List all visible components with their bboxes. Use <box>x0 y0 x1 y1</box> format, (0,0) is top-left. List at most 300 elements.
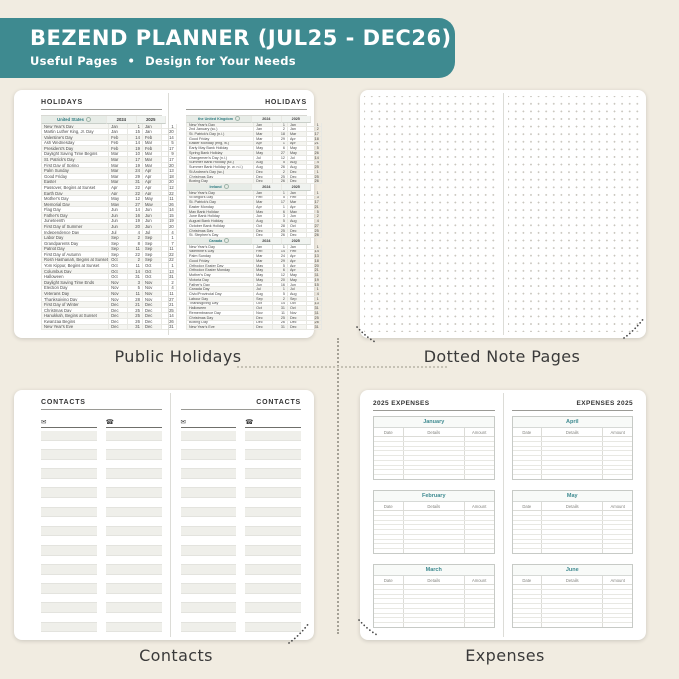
expense-column-headers <box>374 428 494 437</box>
holiday-date: 19 <box>128 219 143 225</box>
holiday-date: 27 <box>162 297 177 303</box>
expense-cell <box>374 540 404 544</box>
holiday-date: 31 <box>273 306 288 311</box>
contact-row-line <box>41 431 97 441</box>
expense-cell <box>374 530 404 534</box>
holiday-date: Nov <box>143 291 162 297</box>
holiday-date: Sep <box>143 241 162 247</box>
holiday-date: 19 <box>128 146 143 152</box>
holiday-date: Nov <box>288 311 307 316</box>
country-flag-icon <box>224 238 229 243</box>
holiday-name: Good Friday <box>186 259 254 264</box>
expense-cell <box>465 456 494 460</box>
contact-row-line <box>181 431 237 441</box>
contact-row-line <box>106 460 162 470</box>
holiday-date: Aug <box>254 161 273 166</box>
expense-cell <box>465 525 494 529</box>
holiday-date: 11 <box>273 311 288 316</box>
holiday-date: May <box>254 210 273 215</box>
holiday-date: 26 <box>162 319 177 325</box>
holiday-date: May <box>254 146 273 151</box>
holiday-name: June Bank Holiday <box>186 214 254 219</box>
holiday-date: Apr <box>254 142 273 147</box>
holiday-date: Oct <box>109 258 128 264</box>
expense-cell <box>513 470 543 474</box>
expense-column-label: Date <box>513 428 543 436</box>
holiday-date: May <box>254 264 273 269</box>
expense-table-february <box>373 490 495 554</box>
holiday-date: Dec <box>254 175 273 180</box>
contact-row-line <box>181 498 237 508</box>
contact-row-line <box>106 450 162 460</box>
holiday-date: 11 <box>307 273 322 278</box>
month-label: March <box>374 565 494 576</box>
holiday-date: 1 <box>162 124 177 130</box>
title-rule <box>512 410 634 411</box>
holiday-date: 5 <box>307 210 322 215</box>
expense-cell <box>542 530 603 534</box>
contact-row-line <box>106 584 162 594</box>
contact-row-line <box>106 469 162 479</box>
holiday-date: 12 <box>273 273 288 278</box>
holiday-date: Jun <box>143 213 162 219</box>
holiday-date: Nov <box>109 291 128 297</box>
holiday-date: 21 <box>128 302 143 308</box>
holiday-name: Summer Bank Holiday (sc.) <box>186 161 254 166</box>
contact-row-line <box>245 488 301 498</box>
holiday-date: Jun <box>143 224 162 230</box>
contact-row-line <box>41 603 97 613</box>
expense-cell <box>513 451 543 455</box>
contacts-column-phone <box>106 415 162 632</box>
holiday-date: Jul <box>109 230 128 236</box>
expense-column-label: Details <box>404 502 465 510</box>
holiday-date: 2 <box>273 297 288 302</box>
holiday-date: Jul <box>254 287 273 292</box>
holiday-name: Rosh Hashanah, Begins at Sunset <box>41 258 109 264</box>
holiday-name: Halloween <box>41 274 109 280</box>
expense-cell <box>603 521 632 525</box>
holiday-date: 1 <box>273 191 288 196</box>
holiday-date: 27 <box>128 202 143 208</box>
page-spine <box>503 93 504 335</box>
expense-cell <box>603 585 632 589</box>
contact-rows <box>41 431 97 632</box>
expense-column-label: Amount <box>610 503 625 509</box>
expense-column-headers <box>374 502 494 511</box>
expense-cell <box>603 609 632 613</box>
holiday-row <box>186 325 319 330</box>
expense-cell <box>465 599 494 603</box>
holiday-date: Oct <box>109 269 128 275</box>
contact-row-line <box>245 498 301 508</box>
holiday-date: Jun <box>109 219 128 225</box>
contact-row-line <box>106 441 162 451</box>
contact-row-line <box>245 441 301 451</box>
holiday-date: 11 <box>128 247 143 253</box>
holiday-date: 11 <box>162 291 177 297</box>
expense-column-label: Details <box>542 428 603 436</box>
expense-cell <box>465 530 494 534</box>
holiday-date: Apr <box>143 180 162 186</box>
holiday-name: Civic/Provincial Day <box>186 292 254 297</box>
contact-column-header <box>106 415 162 428</box>
holiday-date: Dec <box>143 319 162 325</box>
holiday-date: 8 <box>128 241 143 247</box>
holiday-date: Nov <box>143 280 162 286</box>
holiday-date: Apr <box>109 191 128 197</box>
expense-cell <box>513 530 543 534</box>
holiday-date: 1 <box>273 205 288 210</box>
contact-row-line <box>41 536 97 546</box>
holiday-date: 20 <box>307 264 322 269</box>
holiday-date: 31 <box>128 274 143 280</box>
holiday-date: Dec <box>288 316 307 321</box>
expense-table-april <box>512 416 634 480</box>
holiday-date: 5 <box>273 161 288 166</box>
expense-cell <box>542 595 603 599</box>
holiday-section-header <box>186 116 307 123</box>
contact-row-line <box>181 613 237 623</box>
expense-cell <box>374 470 404 474</box>
month-label: May <box>513 491 633 502</box>
holiday-date: 12 <box>162 185 177 191</box>
holiday-date: Jun <box>109 224 128 230</box>
expense-row <box>374 549 494 553</box>
holiday-name: Father's Day <box>186 283 254 288</box>
holiday-date: 13 <box>162 168 177 174</box>
holiday-date: Jan <box>288 127 307 132</box>
month-label: April <box>513 417 633 428</box>
holiday-date: Aug <box>288 165 307 170</box>
holiday-date: Dec <box>109 302 128 308</box>
contact-row-line <box>106 594 162 604</box>
holiday-date: 15 <box>162 213 177 219</box>
holiday-name: St. Patrick's Day (n.i.) <box>186 132 254 137</box>
country-flag-icon <box>224 184 229 189</box>
expense-cell <box>465 511 494 515</box>
expense-cell <box>542 437 603 441</box>
caption-dotted-note-pages: Dotted Note Pages <box>423 347 581 366</box>
expense-column-label: Date <box>374 428 404 436</box>
expense-cell <box>603 466 632 470</box>
holiday-date: Dec <box>109 313 128 319</box>
expense-cell <box>542 544 603 548</box>
expense-cell <box>603 540 632 544</box>
contact-row-line <box>41 479 97 489</box>
contact-row-line <box>245 594 301 604</box>
holiday-date: 20 <box>162 180 177 186</box>
expense-cell <box>513 544 543 548</box>
expense-cell <box>603 437 632 441</box>
holiday-date: Jan <box>109 124 128 130</box>
holiday-date: 21 <box>162 302 177 308</box>
holiday-date: Dec <box>288 233 307 238</box>
holiday-date: 4 <box>162 286 177 292</box>
holiday-date: Sep <box>109 252 128 258</box>
holiday-date: 31 <box>307 325 322 330</box>
holiday-date: 25 <box>162 308 177 314</box>
holiday-date: Mar <box>254 200 273 205</box>
holiday-date: Feb <box>254 250 273 255</box>
expense-cell <box>603 595 632 599</box>
expense-cell <box>513 595 543 599</box>
holiday-date: Sep <box>254 297 273 302</box>
holiday-date: May <box>109 196 128 202</box>
expense-cell <box>465 461 494 465</box>
holiday-name: St. Patrick's Day <box>41 157 109 163</box>
holiday-date: May <box>254 273 273 278</box>
holiday-date: Jan <box>143 124 162 130</box>
expense-cell <box>513 604 543 608</box>
expense-cell <box>465 604 494 608</box>
holiday-date: 21 <box>307 268 322 273</box>
holiday-date: 26 <box>307 321 322 326</box>
holiday-date: 26 <box>273 233 288 238</box>
contacts-column-email <box>41 415 97 632</box>
holiday-date: 5 <box>307 146 322 151</box>
year-column-label: 2024 <box>252 238 281 245</box>
holiday-date: Apr <box>288 142 307 147</box>
holiday-date: Oct <box>288 306 307 311</box>
holiday-name: New Year's Eve <box>41 325 109 331</box>
holiday-date: 22 <box>128 252 143 258</box>
expense-cell <box>404 521 465 525</box>
expense-cell <box>603 525 632 529</box>
contact-row-line <box>245 536 301 546</box>
holiday-date: 26 <box>307 233 322 238</box>
expense-cell <box>542 447 603 451</box>
expense-cell <box>404 623 465 627</box>
holiday-date: Mar <box>109 168 128 174</box>
expense-cell <box>404 590 465 594</box>
contact-row-line <box>181 488 237 498</box>
holiday-name: Veterans Day <box>41 291 109 297</box>
holiday-date: 6 <box>273 210 288 215</box>
holiday-name: Remembrance Day <box>186 311 254 316</box>
holiday-date: 18 <box>162 174 177 180</box>
contact-row-line <box>41 450 97 460</box>
holiday-date: Feb <box>109 141 128 147</box>
vertical-dotted-divider <box>337 338 339 634</box>
holiday-date: 6 <box>273 146 288 151</box>
contacts-page-right <box>171 390 315 640</box>
expense-cell <box>542 442 603 446</box>
holiday-date: Oct <box>109 263 128 269</box>
holiday-date: 31 <box>307 306 322 311</box>
bullet-separator: • <box>127 54 136 68</box>
holiday-name: Orthodox Easter Day <box>186 264 254 269</box>
holiday-date: 1 <box>307 287 322 292</box>
holiday-name: St Andrew's Day (sc.) <box>186 170 254 175</box>
holiday-date: May <box>288 278 307 283</box>
holiday-date: Nov <box>109 280 128 286</box>
expense-cell <box>513 511 543 515</box>
expense-cell <box>542 466 603 470</box>
holiday-date: Dec <box>143 313 162 319</box>
holiday-date: Mar <box>143 152 162 158</box>
holiday-section-header <box>186 184 307 191</box>
holiday-date: 24 <box>273 254 288 259</box>
expense-cell <box>374 604 404 608</box>
expense-cell <box>404 585 465 589</box>
contact-row-line <box>41 469 97 479</box>
contact-row-line <box>245 479 301 489</box>
holiday-name: Christmas Day <box>41 308 109 314</box>
holiday-name: New Year's Day <box>186 191 254 196</box>
contact-row-line <box>106 498 162 508</box>
holiday-name: Christmas Day <box>186 316 254 321</box>
page-title: 2025 EXPENSES <box>373 400 430 407</box>
holiday-date: Jan <box>288 123 307 128</box>
expense-cell <box>542 470 603 474</box>
contact-row-line <box>181 441 237 451</box>
expense-column-label: Amount <box>610 577 625 583</box>
holiday-date: 5 <box>273 264 288 269</box>
holiday-date: 12 <box>128 196 143 202</box>
holiday-date: Oct <box>254 306 273 311</box>
holiday-date: Sep <box>143 235 162 241</box>
holiday-date: 31 <box>128 325 143 331</box>
holiday-name: Easter Monday (eng, w.) <box>186 142 254 147</box>
expense-cell <box>465 614 494 618</box>
holiday-name: Hanukkah, Begins at Sunset <box>41 313 109 319</box>
corner-stitch-decoration <box>356 615 382 641</box>
holiday-name: First Day of Autumn <box>41 252 109 258</box>
holiday-date: Aug <box>288 219 307 224</box>
expense-cell <box>603 461 632 465</box>
holiday-date: Dec <box>288 325 307 330</box>
holiday-date: Apr <box>288 264 307 269</box>
expense-column-headers <box>513 576 633 585</box>
holiday-date: Mar <box>254 132 273 137</box>
contact-row-line <box>181 517 237 527</box>
contact-row-line <box>181 527 237 537</box>
holiday-date: 25 <box>273 229 288 234</box>
expense-column-headers <box>374 576 494 585</box>
expense-cell <box>513 623 543 627</box>
holiday-name: Flag Day <box>41 207 109 213</box>
contact-row-line <box>106 517 162 527</box>
expense-row <box>513 549 633 553</box>
holiday-date: Jun <box>254 214 273 219</box>
holiday-date: 14 <box>162 207 177 213</box>
expense-column-label: Date <box>513 502 543 510</box>
holiday-date: 4 <box>307 219 322 224</box>
holiday-date: 17 <box>162 157 177 163</box>
expense-cell <box>465 447 494 451</box>
holiday-name: First Day of Summer <box>41 224 109 230</box>
expense-cell <box>542 618 603 622</box>
holiday-date: Mar <box>254 137 273 142</box>
holiday-date: Jan <box>254 123 273 128</box>
holiday-date: 2 <box>128 235 143 241</box>
holiday-date: May <box>288 273 307 278</box>
expense-column-label: Amount <box>471 429 487 435</box>
expense-cell <box>603 530 632 534</box>
expense-column-label: Details <box>542 576 603 584</box>
holiday-date: Jan <box>288 245 307 250</box>
holiday-date: 2 <box>273 127 288 132</box>
contact-row-line <box>181 594 237 604</box>
expense-cell <box>374 461 404 465</box>
expense-cell <box>603 618 632 622</box>
expense-cell <box>465 540 494 544</box>
holiday-date: 1 <box>273 142 288 147</box>
expense-table-january <box>373 416 495 480</box>
holiday-date: Apr <box>143 191 162 197</box>
holiday-date: Jun <box>109 207 128 213</box>
expense-cell <box>603 604 632 608</box>
holiday-date: 26 <box>128 319 143 325</box>
holiday-date: Dec <box>288 321 307 326</box>
expense-cell <box>542 599 603 603</box>
holiday-date: Jan <box>254 245 273 250</box>
expense-cell <box>404 614 465 618</box>
holiday-date: Oct <box>254 224 273 229</box>
holiday-date: 1 <box>273 245 288 250</box>
contact-row-line <box>245 527 301 537</box>
holiday-date: 3 <box>273 214 288 219</box>
holiday-name: Mother's Day <box>41 196 109 202</box>
contact-row-line <box>106 431 162 441</box>
holiday-date: 6 <box>273 268 288 273</box>
page-title: HOLIDAYS <box>186 99 307 110</box>
holiday-date: May <box>143 202 162 208</box>
expense-cell <box>404 595 465 599</box>
holiday-date: Jul <box>254 156 273 161</box>
expense-table-march <box>373 564 495 628</box>
holiday-date: 14 <box>128 207 143 213</box>
holiday-date: Dec <box>288 175 307 180</box>
holiday-date: Feb <box>143 146 162 152</box>
holiday-date: 14 <box>307 250 322 255</box>
expense-cell <box>374 595 404 599</box>
holiday-date: May <box>254 268 273 273</box>
expense-cell <box>465 516 494 520</box>
holiday-date: Mar <box>143 157 162 163</box>
holiday-date: 1 <box>128 124 143 130</box>
holiday-date: 14 <box>128 135 143 141</box>
holiday-date: Mar <box>109 180 128 186</box>
expense-cell <box>513 475 543 479</box>
holiday-date: Oct <box>143 274 162 280</box>
holiday-date: Apr <box>143 168 162 174</box>
holiday-date: 11 <box>128 263 143 269</box>
holiday-date: Aug <box>254 165 273 170</box>
holiday-date: 25 <box>307 229 322 234</box>
holiday-date: 25 <box>128 313 143 319</box>
expense-cell <box>374 590 404 594</box>
holiday-date: 31 <box>162 274 177 280</box>
holiday-name: Labor Day <box>41 235 109 241</box>
expense-column-label: Details <box>404 428 465 436</box>
expense-column-headers <box>513 428 633 437</box>
holiday-date: 27 <box>273 151 288 156</box>
expense-cell <box>374 525 404 529</box>
expense-cell <box>374 447 404 451</box>
holiday-date: 1 <box>307 297 322 302</box>
holiday-date: Apr <box>143 174 162 180</box>
expense-cell <box>404 599 465 603</box>
holiday-date: 31 <box>273 325 288 330</box>
holiday-name: Boxing Day <box>186 321 254 326</box>
holiday-name: Boxing Day <box>186 179 254 184</box>
holiday-date: Jun <box>143 219 162 225</box>
contacts-columns <box>181 415 302 632</box>
contact-column-header <box>41 415 97 428</box>
holiday-date: Apr <box>288 268 307 273</box>
